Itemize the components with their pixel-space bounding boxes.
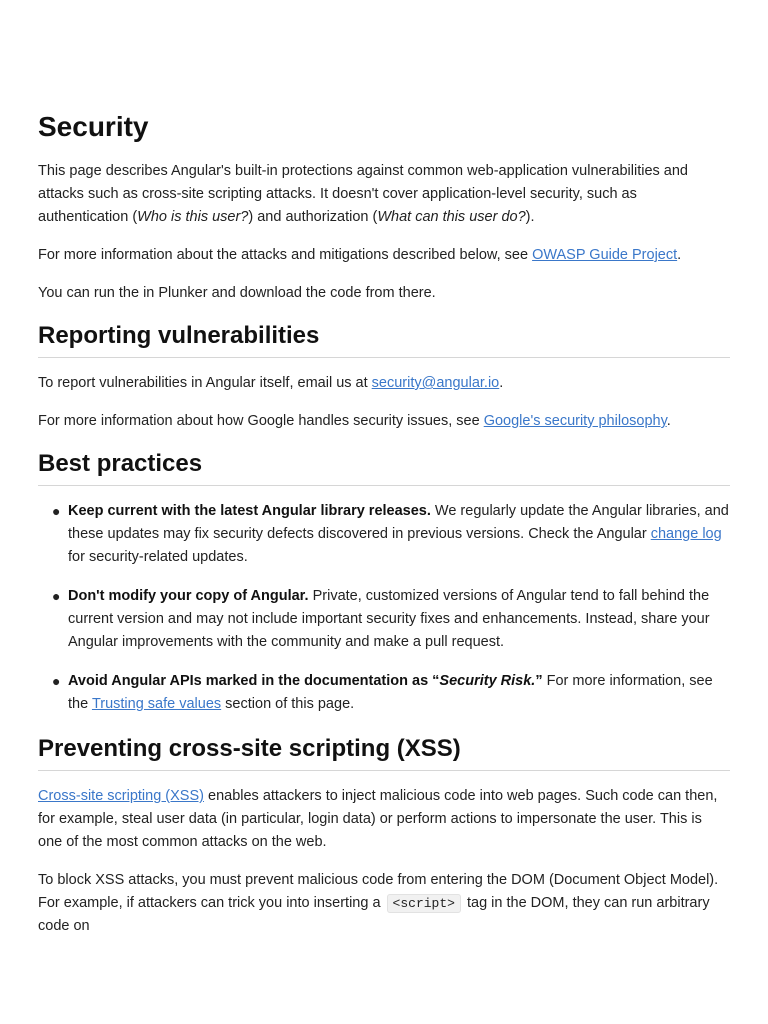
list-item [52, 585, 730, 654]
list-item-text: section of this page. [221, 696, 355, 712]
section-heading-xss: Preventing cross-site scripting (XSS) [38, 733, 730, 771]
bullet-icon: ● [52, 503, 61, 519]
xss-text: To block XSS attacks, you must prevent malicious code from entering the DOM (Document Object Model). For example, if attackers can trick you into inserting a [38, 872, 719, 911]
list-item-bold-text: ” [535, 673, 543, 689]
list-item-bold-emphasis: Security Risk. [439, 673, 536, 689]
intro-text: ). [525, 209, 535, 225]
reporting-text: For more information about how Google handles security issues, see [38, 413, 484, 429]
intro-paragraph-1 [38, 160, 730, 229]
intro-paragraph-2 [38, 244, 730, 267]
reporting-text: . [499, 375, 504, 391]
google-security-philosophy-link[interactable]: Google's security philosophy [483, 413, 667, 429]
bullet-icon: ● [52, 673, 61, 689]
cross-site-scripting-link[interactable]: Cross-site scripting (XSS) [38, 788, 204, 804]
list-item [52, 670, 730, 716]
page-title: Security [38, 111, 149, 142]
script-tag-code: <script> [387, 894, 461, 913]
intro-text: This page describes Angular's built-in protections against common web-application vulnerabilities and attacks such as cross-site scripting attacks. It doesn't cover application-level security, such as authentication ( [38, 163, 688, 225]
best-practices-list [38, 500, 730, 716]
list-item-bold: Keep current with the latest Angular library releases. [68, 503, 431, 519]
list-item-text: for security-related updates. [68, 549, 248, 565]
intro-text: For more information about the attacks and mitigations described below, see [38, 247, 533, 263]
intro-emphasis-who: Who is this user? [137, 209, 249, 225]
intro-paragraph-3: You can run the in Plunker and download the code from there. [38, 285, 436, 301]
intro-text: . [677, 247, 682, 263]
reporting-text: To report vulnerabilities in Angular itself, email us at [38, 375, 372, 391]
intro-text: ) and authorization ( [248, 209, 378, 225]
list-item-text: We regularly update the Angular libraries, and these updates may fix security defects discovered in previous versions. Check the Angular [68, 503, 729, 542]
list-item-bold-text: Avoid Angular APIs marked in the documentation as “ [68, 673, 440, 689]
list-item-text: For more information, see the [68, 673, 713, 712]
xss-paragraph-2 [38, 869, 730, 938]
reporting-text: . [666, 413, 671, 429]
xss-text: tag in the DOM, they can run arbitrary code on [38, 895, 710, 934]
section-heading-best-practices: Best practices [38, 448, 730, 486]
list-item-bold [68, 673, 543, 689]
list-item [52, 500, 730, 569]
intro-emphasis-what: What can this user do? [377, 209, 526, 225]
list-item-bold: Don't modify your copy of Angular. [68, 588, 309, 604]
list-item-text: Private, customized versions of Angular tend to fall behind the current version and may not include important security fixes and enhancements. Instead, share your Angular improvements with the community and make a pull request. [68, 588, 710, 650]
trusting-safe-values-link[interactable]: Trusting safe values [91, 696, 222, 712]
reporting-paragraph-1 [38, 372, 730, 395]
owasp-guide-link[interactable]: OWASP Guide Project [532, 247, 678, 263]
security-email-link[interactable]: security@angular.io [371, 375, 500, 391]
section-heading-reporting: Reporting vulnerabilities [38, 320, 730, 358]
reporting-paragraph-2 [38, 410, 730, 433]
xss-paragraph-1 [38, 785, 730, 854]
bullet-icon: ● [52, 588, 61, 604]
change-log-link[interactable]: change log [650, 526, 722, 542]
xss-text: enables attackers to inject malicious code into web pages. Such code can then, for example, steal user data (in particular, login data) or perform actions to impersonate the user. This is one of the most common attacks on the web. [38, 788, 718, 850]
